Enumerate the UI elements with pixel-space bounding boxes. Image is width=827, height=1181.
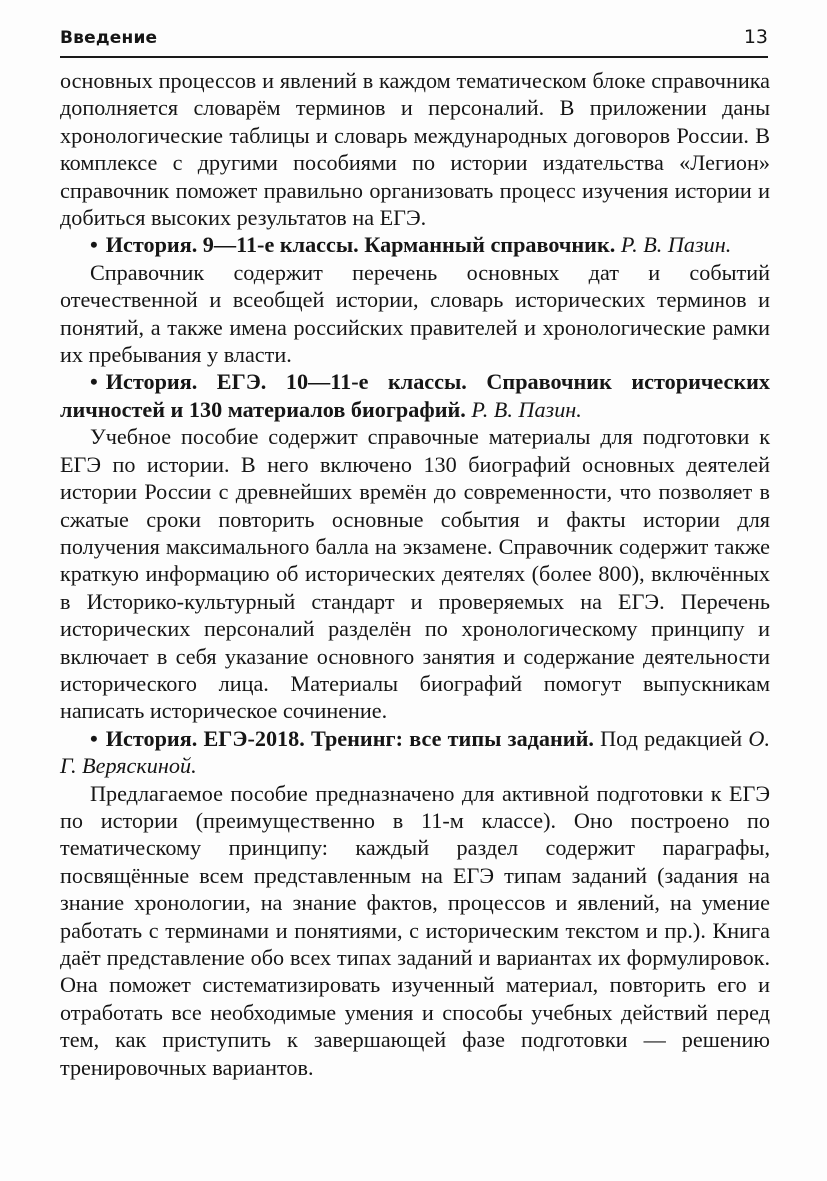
- bullet-marker: •: [90, 369, 98, 395]
- book-description: Предлагаемое пособие предназначено для активной подготовки к ЕГЭ по истории (преимущественно в 11-м классе). Оно построено по тематическому принципу: каждый раздел содержит параграфы, посвящённые всем представленным на ЕГЭ типам заданий (задания на знание хронологии, на знание фактов, процессов и явлений, на умение работать с терминами и понятиями, с историческим текстом и пр.). Книга даёт представление обо всех типах заданий и вариантах их формулировок. Она поможет систематизировать изученный материал, повторить его и отработать все необходимые умения и способы учебных действий перед тем, как приступить к завершающей фазе подготовки — решению тренировочных вариантов.: [60, 780, 770, 1080]
- book-entry-3: [60, 725, 770, 780]
- book-author: Р. В. Пазин.: [620, 232, 732, 258]
- book-title: История. ЕГЭ-2018. Тренинг: все типы заданий.: [105, 725, 594, 751]
- book-author: Р. В. Пазин.: [471, 396, 582, 422]
- book-title: История. ЕГЭ. 10—11-е классы. Справочник исторических личностей и 130 материалов биографий.: [60, 369, 770, 422]
- editor-prefix: Под редакцией: [600, 725, 743, 751]
- section-title: Введение: [60, 28, 158, 48]
- book-description: Учебное пособие содержит справочные материалы для подготовки к ЕГЭ по истории. В него включено 130 биографий основных деятелей истории России с древнейших времён до современности, что позволяет в сжатые сроки повторить основные события и факты истории для получения максимального балла на экзамене. Справочник содержит также краткую информацию об исторических деятелях (более 800), включённых в Историко-культурный стандарт и проверяемых на ЕГЭ. Перечень исторических персоналий разделён по хронологическому принципу и включает в себя указание основного занятия и содержание деятельности исторического лица. Материалы биографий помогут выпускникам написать историческое сочинение.: [60, 424, 770, 724]
- running-header: [60, 22, 768, 58]
- book-title: История. 9—11-е классы. Карманный справочник.: [105, 232, 616, 258]
- bullet-marker: •: [90, 232, 98, 258]
- book-entry-1: [60, 231, 770, 258]
- intro-paragraph: основных процессов и явлений в каждом тематическом блоке справочника дополняется словарём терминов и персоналий. В приложении даны хронологические таблицы и словарь международных договоров России. В комплексе с другими пособиями по истории издательства «Легион» справочник поможет правильно организовать процесс изучения истории и добиться высоких результатов на ЕГЭ.: [60, 68, 770, 231]
- page-number: 13: [743, 26, 768, 48]
- book-description: Справочник содержит перечень основных дат и событий отечественной и всеобщей истории, словарь исторических терминов и понятий, а также имена российских правителей и хронологические рамки их пребывания у власти.: [60, 259, 770, 368]
- bullet-marker: •: [90, 725, 98, 751]
- book-entry-2: [60, 368, 770, 423]
- body-text: [60, 67, 770, 1081]
- book-author: О. Г. Веряскиной.: [60, 725, 770, 779]
